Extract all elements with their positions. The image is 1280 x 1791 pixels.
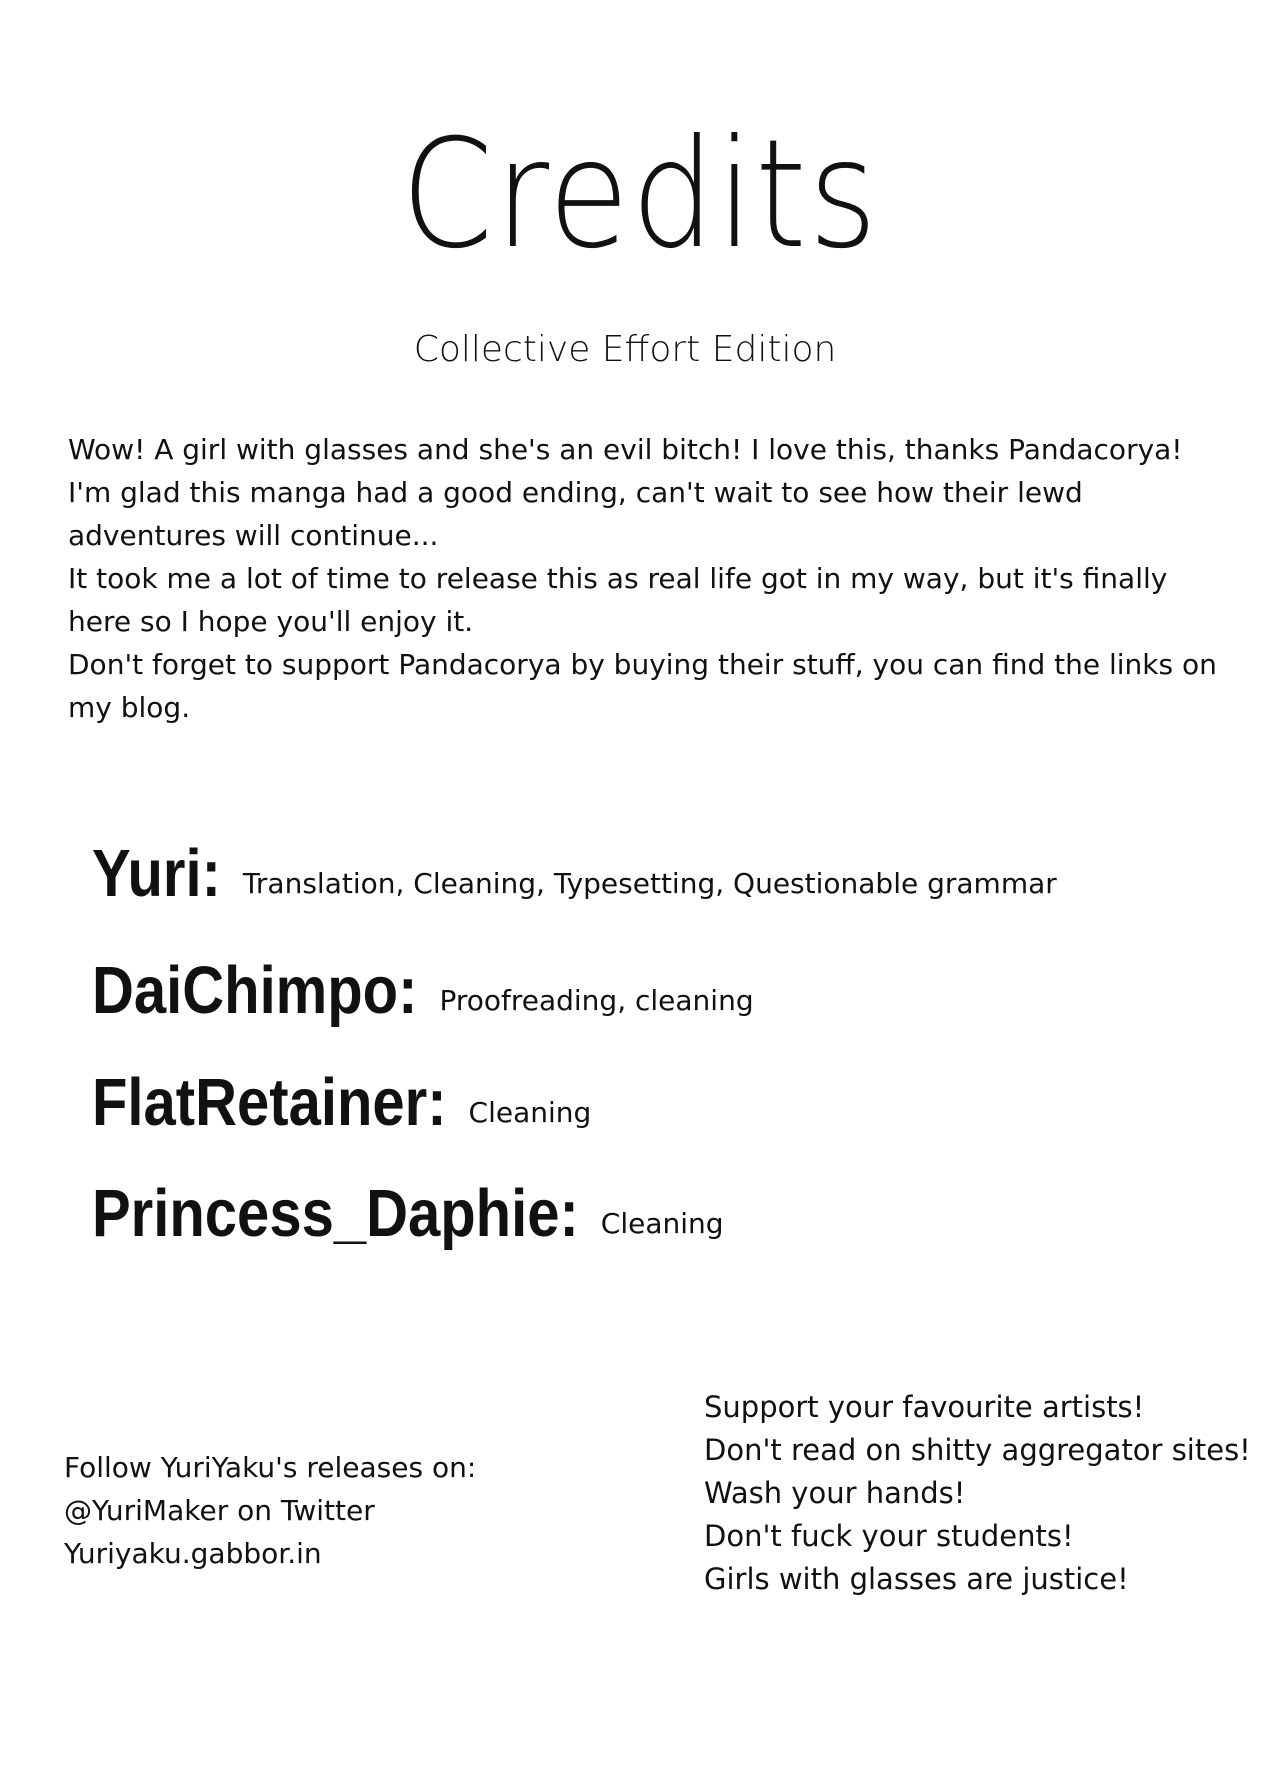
intro-paragraph: It took me a lot of time to release this as real life got in my way, but it's finally here so I hope you'll enjoy it. <box>68 562 1168 638</box>
credit-name: DaiChimpo: <box>92 953 418 1028</box>
slogans <box>704 1386 1264 1601</box>
credit-role: Cleaning <box>600 1207 724 1240</box>
page-subtitle: Collective Effort Edition <box>413 329 837 370</box>
slogan-line: Don't read on shitty aggregator sites! <box>704 1433 1251 1467</box>
intro-paragraph: Don't forget to support Pandacorya by buying their stuff, you can find the links on my blog. <box>68 648 1217 724</box>
credit-row-yuri <box>92 836 1057 911</box>
slogan-line: Support your favourite artists! <box>704 1390 1145 1424</box>
follow-info <box>64 1446 584 1575</box>
credit-name: FlatRetainer: <box>92 1065 447 1140</box>
intro-text <box>68 428 1228 729</box>
slogan-line: Don't fuck your students! <box>704 1519 1074 1553</box>
follow-line: Yuriyaku.gabbor.in <box>64 1537 322 1570</box>
credit-row-princess-daphie <box>92 1176 724 1251</box>
credit-role: Proofreading, cleaning <box>439 984 754 1017</box>
credit-role: Translation, Cleaning, Typesetting, Questionable grammar <box>242 867 1057 900</box>
intro-paragraph: Wow! A girl with glasses and she's an evil bitch! I love this, thanks Pandacorya! <box>68 433 1183 466</box>
credit-row-flatretainer <box>92 1065 592 1140</box>
credit-name: Yuri: <box>92 836 221 911</box>
follow-line: @YuriMaker on Twitter <box>64 1494 375 1527</box>
credit-role: Cleaning <box>468 1096 592 1129</box>
slogan-line: Wash your hands! <box>704 1476 966 1510</box>
follow-line: Follow YuriYaku's releases on: <box>64 1451 477 1484</box>
credit-name: Princess_Daphie: <box>92 1176 579 1251</box>
page-title: Credits <box>400 108 880 282</box>
intro-paragraph: I'm glad this manga had a good ending, can't wait to see how their lewd adventures will continue... <box>68 476 1083 552</box>
slogan-line: Girls with glasses are justice! <box>704 1562 1129 1596</box>
credit-row-daichimpo <box>92 953 754 1028</box>
